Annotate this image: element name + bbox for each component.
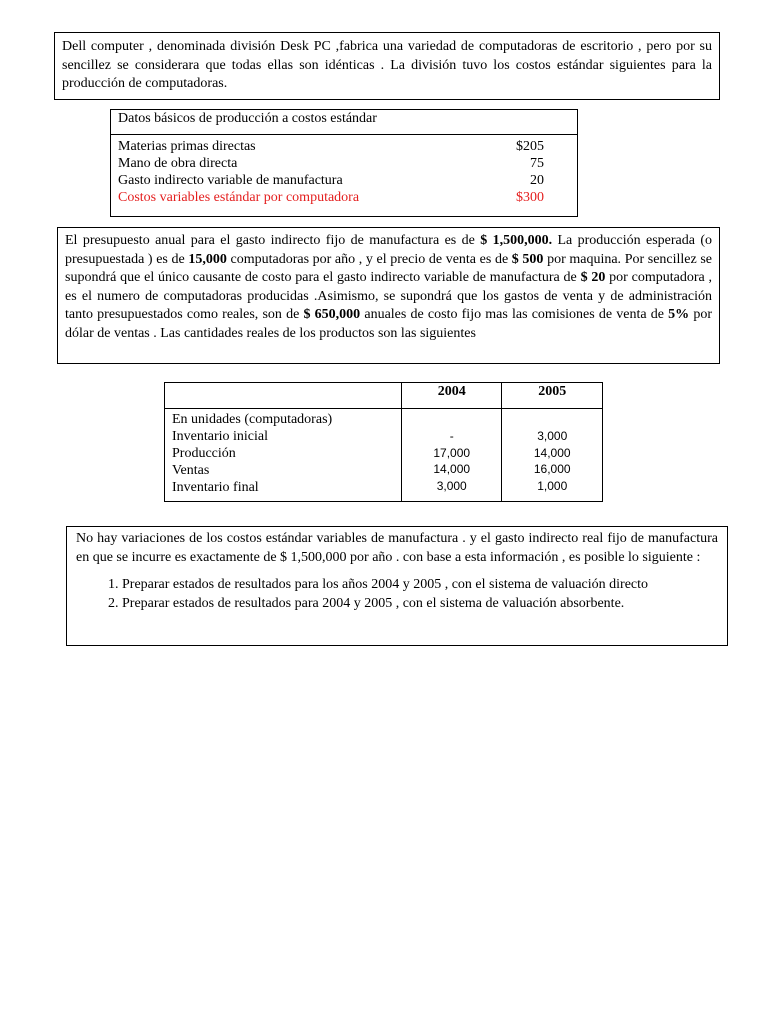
- header-2005: 2005: [502, 383, 603, 409]
- closing-text: No hay variaciones de los costos estándar variables de manufactura . y el gasto indirecto real fijo de manufactura en que se incurre es exactamente de $ 1,500,000 por año . con base a esta información , es posible lo siguiente :: [76, 531, 718, 565]
- budget-admin-costs: $ 650,000: [303, 307, 361, 323]
- budget-variable-overhead: $ 20: [580, 270, 606, 286]
- budget-text: El presupuesto anual para el gasto indirecto fijo de manufactura es de: [65, 233, 481, 248]
- value-list-2004: [402, 409, 502, 494]
- cost-value: 75: [530, 156, 544, 171]
- task-item: 2. Preparar estados de resultados para 2004 y 2005 , con el sistema de valuación absorbente.: [122, 595, 718, 614]
- cost-row-materials: [118, 138, 570, 155]
- task-list: [76, 576, 718, 613]
- cost-label: Gasto indirecto variable de manufactura: [118, 173, 343, 188]
- value-2004-final: 3,000: [436, 478, 467, 493]
- standard-costs-table: [110, 109, 578, 217]
- intro-text: Dell computer , denominada división Desk PC ,fabrica una variedad de computadoras de escritorio , pero por su sencillez se considerara que todas ellas son idénticas . La división tuvo los costos estándar siguientes para la producción de computadoras.: [62, 39, 712, 92]
- cost-value: 20: [530, 173, 544, 188]
- budget-commission: 5%: [668, 307, 690, 323]
- budget-expected-production: 15,000: [188, 251, 227, 267]
- task-item: 1. Preparar estados de resultados para los años 2004 y 2005 , con el sistema de valuación directo: [122, 576, 718, 595]
- cost-row-labor: [118, 155, 570, 172]
- row-label-initial-inventory: Inventario inicial: [172, 429, 269, 444]
- value-2004-sales: 14,000: [433, 462, 471, 477]
- header-2004: 2004: [401, 383, 502, 409]
- budget-fixed-overhead: $ 1,500,000.: [480, 233, 553, 248]
- value-2005-final: 1,000: [537, 478, 568, 493]
- cost-value: $300: [516, 190, 544, 205]
- cost-row-total: [118, 189, 570, 206]
- budget-text: La producción esperada (o presupuestada ) es de: [65, 233, 713, 267]
- units-table: [164, 382, 603, 502]
- col-2004-cell: [401, 409, 502, 502]
- closing-paragraph-box: [66, 526, 728, 646]
- cost-label: Mano de obra directa: [118, 156, 238, 171]
- budget-text: por computadora , es el numero de computadoras producidas .Asimismo, se supondrá que los gastos de venta y de administración tanto presupuestados como reales, son de: [65, 270, 712, 323]
- row-label-units: En unidades (computadoras): [172, 412, 333, 427]
- budget-text: anuales de costo fijo mas las comisiones de venta de: [360, 307, 669, 323]
- budget-text: por maquina. Por sencillez se supondrá que el único causante de costo para el gasto indirecto variable de manufactura de: [65, 251, 713, 286]
- value-2005-sales: 16,000: [533, 462, 571, 477]
- value-list-2005: [502, 409, 602, 494]
- units-table-body: [165, 409, 603, 502]
- budget-text: por dólar de ventas . Las cantidades reales de los productos son las siguientes: [65, 307, 712, 341]
- col-2005-cell: [502, 409, 603, 502]
- labels-cell: [165, 409, 402, 502]
- value-2004-production: 17,000: [433, 445, 471, 460]
- row-label-sales: Ventas: [172, 463, 210, 478]
- value-2005-production: 14,000: [533, 445, 571, 460]
- cost-label: Materias primas directas: [118, 139, 256, 154]
- budget-paragraph-box: [57, 227, 720, 364]
- cost-label: Costos variables estándar por computadora: [118, 190, 360, 205]
- cost-row-overhead: [118, 172, 570, 189]
- header-empty: [165, 383, 402, 409]
- row-label-final-inventory: Inventario final: [172, 480, 259, 495]
- budget-text: computadoras por año , y el precio de venta es de: [226, 251, 512, 267]
- value-2004-initial: -: [449, 429, 454, 443]
- value-2005-initial: 3,000: [537, 429, 568, 443]
- row-label-production: Producción: [172, 446, 236, 461]
- units-table-header: [165, 383, 603, 409]
- intro-paragraph-box: [54, 32, 720, 100]
- standard-costs-title: Datos básicos de producción a costos estándar: [111, 110, 577, 135]
- cost-value: $205: [516, 139, 544, 154]
- budget-sale-price: $ 500: [511, 251, 544, 267]
